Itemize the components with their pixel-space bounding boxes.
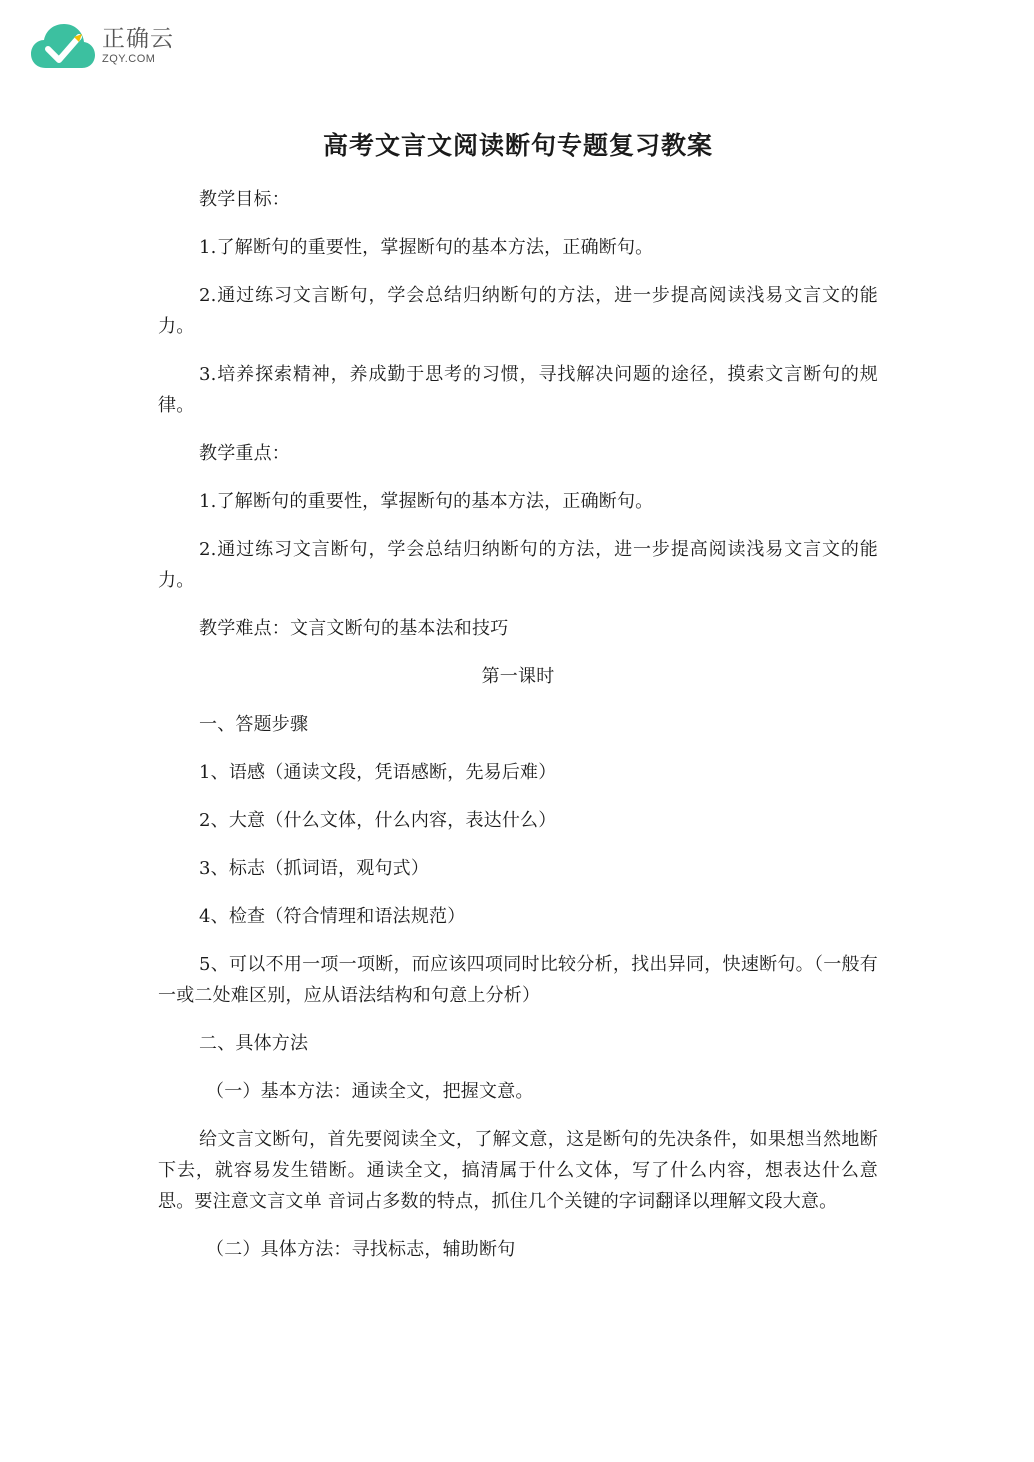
list-item: 1.了解断句的重要性，掌握断句的基本方法，正确断句。 — [199, 237, 654, 258]
document-body — [158, 126, 878, 1282]
list-item: 4、检查（符合情理和语法规范） — [199, 906, 466, 927]
logo-name-en: ZQY.COM — [102, 52, 156, 65]
logo-name-cn: 正确云 — [102, 25, 174, 52]
cloud-check-icon — [30, 22, 96, 70]
section-heading-difficulty: 教学难点：文言文断句的基本法和技巧 — [199, 618, 509, 639]
page-title: 高考文言文阅读断句专题复习教案 — [322, 131, 713, 160]
subsection-heading: （一）基本方法：通读全文，把握文意。 — [206, 1081, 534, 1102]
list-item: 2、大意（什么文体，什么内容，表达什么） — [199, 810, 557, 831]
list-item: 3、标志（抓词语，观句式） — [199, 858, 430, 879]
section-heading-methods: 二、具体方法 — [199, 1033, 309, 1054]
section-heading-key-points: 教学重点： — [199, 443, 290, 464]
lesson-heading: 第一课时 — [481, 666, 555, 687]
section-heading-steps: 一、答题步骤 — [199, 714, 309, 735]
list-item: 1.了解断句的重要性，掌握断句的基本方法，正确断句。 — [199, 491, 654, 512]
subsection-heading: （二）具体方法：寻找标志，辅助断句 — [206, 1239, 516, 1260]
list-item: 5、可以不用一项一项断，而应该四项同时比较分析，找出异同，快速断句。（一般有一或二处难区别，应从语法结构和句意上分析） — [158, 954, 878, 1006]
brand-logo — [30, 22, 174, 70]
body-paragraph: 给文言文断句，首先要阅读全文，了解文意，这是断句的先决条件，如果想当然地断下去，就容易发生错断。通读全文，搞清属于什么文体，写了什么内容，想表达什么意思。要注意文言文单 音词占多数的特点，抓住几个关键的字词翻译以理解文段大意。 — [158, 1129, 878, 1212]
list-item: 2.通过练习文言断句，学会总结归纳断句的方法，进一步提高阅读浅易文言文的能力。 — [158, 285, 878, 337]
list-item: 3.培养探索精神，养成勤于思考的习惯，寻找解决问题的途径，摸索文言断句的规律。 — [158, 364, 878, 416]
section-heading-goals: 教学目标： — [199, 189, 290, 210]
list-item: 1、语感（通读文段，凭语感断，先易后难） — [199, 762, 557, 783]
list-item: 2.通过练习文言断句，学会总结归纳断句的方法，进一步提高阅读浅易文言文的能力。 — [158, 539, 878, 591]
